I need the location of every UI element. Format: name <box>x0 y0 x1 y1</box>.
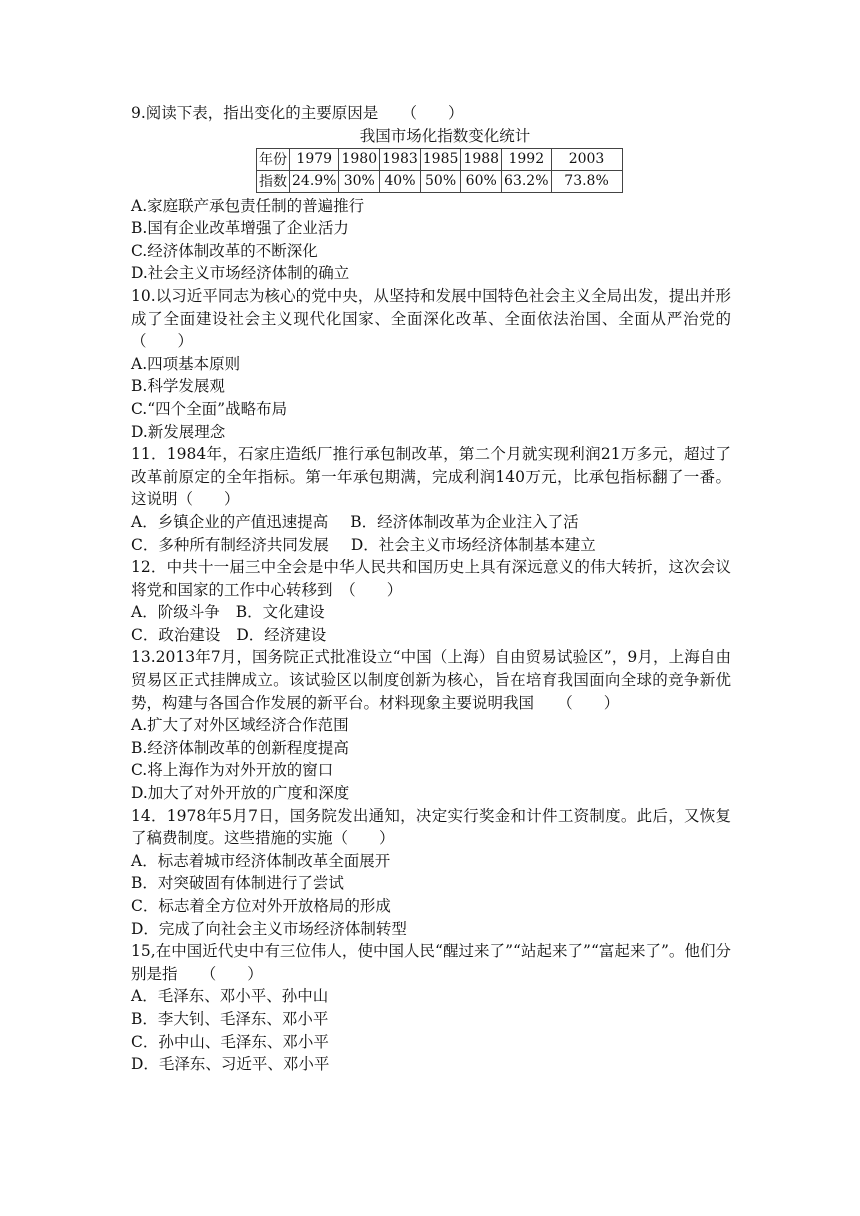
question-12-options-row-1 <box>131 601 731 624</box>
question-14-option-c: C．标志着全方位对外开放格局的形成 <box>131 897 391 915</box>
table-cell: 60% <box>461 170 502 192</box>
question-12-option-d: D．经济建设 <box>236 625 327 644</box>
question-13-stem: 13.2013年7月，国务院正式批准设立“中国（上海）自由贸易试验区”，9月，上海自由贸易区正式挂牌成立。该试验区以制度创新为核心，旨在培育我国面向全球的竞争新优势，构建与各国合作发展的新平台。材料现象主要说明我国 （ ） <box>131 648 731 712</box>
question-14-option-a: A．标志着城市经济体制改革全面展开 <box>131 851 391 870</box>
market-index-table <box>256 148 623 193</box>
question-13-option-b: B.经济体制改革的创新程度提高 <box>131 738 349 757</box>
question-10-option-d: D.新发展理念 <box>131 422 226 441</box>
question-9-option-b: B.国有企业改革增强了企业活力 <box>131 219 349 238</box>
question-10-stem: 10.以习近平同志为核心的党中央，从坚持和发展中国特色社会主义全局出发，提出并形成了全面建设社会主义现代化国家、全面深化改革、全面依法治国、全面从严治党的 （ ） <box>131 286 747 351</box>
question-14-option-d: D．完成了向社会主义市场经济体制转型 <box>131 919 407 938</box>
table-cell: 1979 <box>290 148 339 170</box>
table-row <box>257 148 623 170</box>
table-row <box>257 170 623 192</box>
question-14-option-b: B．对突破固有体制进行了尝试 <box>131 874 344 893</box>
question-15-option-b: B．李大钊、毛泽东、邓小平 <box>131 1009 329 1028</box>
table-cell: 2003 <box>551 148 622 170</box>
table-cell: 63.2% <box>502 170 551 192</box>
table-cell: 40% <box>380 170 421 192</box>
table-title: 我国市场化指数变化统计 <box>359 126 531 145</box>
question-13-option-c: C.将上海作为对外开放的窗口 <box>131 761 334 780</box>
table-cell: 1983 <box>380 148 421 170</box>
table-cell: 50% <box>420 170 461 192</box>
question-11-option-a: A．乡镇企业的产值迅速提高 <box>131 512 329 531</box>
question-12-option-b: B．文化建设 <box>235 603 325 622</box>
table-cell: 年份 <box>257 148 290 170</box>
question-10-option-b: B.科学发展观 <box>131 377 225 396</box>
question-12-options-row-2 <box>131 624 731 647</box>
question-11-option-d: D．社会主义市场经济体制基本建立 <box>350 535 596 554</box>
question-11-options-row-2 <box>131 534 731 557</box>
question-11-option-c: C．多种所有制经济共同发展 <box>131 535 329 554</box>
question-15-option-d: D．毛泽东、习近平、邓小平 <box>131 1055 330 1074</box>
exam-page <box>131 102 747 1076</box>
question-9-stem: 9.阅读下表，指出变化的主要原因是 （ ） <box>131 104 464 122</box>
question-10-option-c: C.“四个全面”战略布局 <box>131 399 288 418</box>
question-11-options-row-1 <box>131 511 731 534</box>
question-12-option-c: C．政治建设 <box>131 625 221 644</box>
question-9-option-c: C.经济体制改革的不断深化 <box>131 241 318 260</box>
question-13-option-d: D.加大了对外开放的广度和深度 <box>131 784 350 803</box>
question-9-option-d: D.社会主义市场经济体制的确立 <box>131 264 350 283</box>
question-11-option-b: B．经济体制改革为企业注入了活 <box>350 512 579 531</box>
table-cell: 1988 <box>461 148 502 170</box>
table-cell: 73.8% <box>551 170 622 192</box>
table-cell: 1992 <box>502 148 551 170</box>
table-cell: 24.9% <box>290 170 339 192</box>
question-11-stem: 11．1984年，石家庄造纸厂推行承包制改革，第二个月就实现利润21万多元，超过了改革前原定的全年指标。第一年承包期满，完成利润140万元，比承包指标翻了一番。这说明（ ） <box>131 445 731 509</box>
question-15-stem: 15,在中国近代史中有三位伟人，使中国人民“醒过来了”“站起来了”“富起来了”。他们分别是指 （ ） <box>131 942 731 983</box>
table-cell: 1985 <box>420 148 461 170</box>
question-15-option-a: A．毛泽东、邓小平、孙中山 <box>131 987 329 1006</box>
question-12-stem: 12．中共十一届三中全会是中华人民共和国历史上具有深远意义的伟大转折，这次会议将党和国家的工作中心转移到 （ ） <box>131 558 731 599</box>
question-15-option-c: C．孙中山、毛泽东、邓小平 <box>131 1032 329 1051</box>
question-14-stem: 14．1978年5月7日，国务院发出通知，决定实行奖金和计件工资制度。此后，又恢复了稿费制度。这些措施的实施（ ） <box>131 806 731 848</box>
table-cell: 1980 <box>339 148 380 170</box>
question-13-option-a: A.扩大了对外区域经济合作范围 <box>131 716 349 735</box>
question-9-option-a: A.家庭联产承包责任制的普遍推行 <box>131 196 365 215</box>
question-10-option-a: A.四项基本原则 <box>131 354 241 373</box>
table-cell: 指数 <box>257 170 290 192</box>
question-12-option-a: A．阶级斗争 <box>131 603 220 622</box>
table-cell: 30% <box>339 170 380 192</box>
